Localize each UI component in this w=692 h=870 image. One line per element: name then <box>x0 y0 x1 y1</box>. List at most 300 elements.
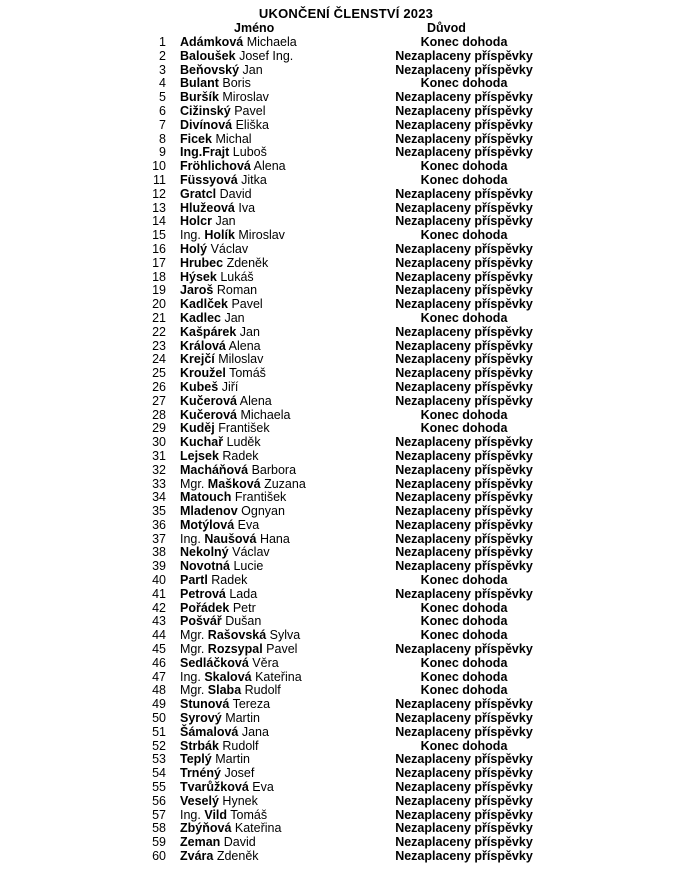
member-name <box>180 491 286 505</box>
member-name <box>180 767 254 781</box>
title-prefix: Ing. <box>180 531 201 546</box>
termination-reason: Nezaplaceny příspěvky <box>395 504 533 519</box>
list-item <box>0 77 692 91</box>
surname: Jaroš <box>180 283 214 298</box>
first-name: Tomáš <box>230 807 268 822</box>
termination-reason: Konec dohoda <box>420 573 508 588</box>
first-name: Lada <box>229 586 258 601</box>
list-item <box>0 91 692 105</box>
termination-reason: Nezaplaceny příspěvky <box>395 366 533 381</box>
termination-reason: Nezaplaceny příspěvky <box>395 352 533 367</box>
row-number: 23 <box>152 338 166 353</box>
list-item <box>0 491 692 505</box>
first-name: Miloslav <box>218 352 264 367</box>
surname: Gratcl <box>180 186 217 201</box>
surname: Naušová <box>204 531 257 546</box>
row-number: 52 <box>152 738 166 753</box>
termination-reason: Konec dohoda <box>420 159 508 174</box>
row-number: 13 <box>152 200 166 215</box>
termination-reason: Konec dohoda <box>420 600 508 615</box>
list-item <box>0 395 692 409</box>
surname: Holík <box>204 228 235 243</box>
row-number: 41 <box>152 586 166 601</box>
first-name: Petr <box>232 600 256 615</box>
row-number: 10 <box>152 159 166 174</box>
surname: Hlužeová <box>180 200 235 215</box>
member-name <box>180 740 259 754</box>
surname: Partl <box>180 573 208 588</box>
member-name <box>180 850 259 864</box>
list-item <box>0 367 692 381</box>
surname: Bulant <box>180 76 219 91</box>
surname: Hrubec <box>180 255 224 270</box>
first-name: Tereza <box>232 697 271 712</box>
termination-reason: Nezaplaceny příspěvky <box>395 90 533 105</box>
surname: Kadlec <box>180 310 221 325</box>
termination-reason: Nezaplaceny příspěvky <box>395 545 533 560</box>
member-name <box>180 367 266 381</box>
member-name <box>180 519 259 533</box>
first-name: Václav <box>210 241 249 256</box>
surname: Ing.Frajt <box>180 145 230 160</box>
first-name: Miroslav <box>238 228 285 243</box>
member-name <box>180 105 265 119</box>
list-item <box>0 546 692 560</box>
surname: Veselý <box>180 793 219 808</box>
termination-reason: Konec dohoda <box>420 172 508 187</box>
first-name: Jitka <box>241 172 267 187</box>
row-number: 57 <box>152 807 166 822</box>
list-item <box>0 422 692 436</box>
list-item <box>0 698 692 712</box>
termination-reason: Nezaplaceny příspěvky <box>395 338 533 353</box>
termination-reason: Konec dohoda <box>420 228 508 243</box>
surname: Petrová <box>180 586 226 601</box>
surname: Strbák <box>180 738 219 753</box>
termination-reason: Nezaplaceny příspěvky <box>395 821 533 836</box>
list-item <box>0 478 692 492</box>
member-name <box>180 284 257 298</box>
termination-reason: Nezaplaceny příspěvky <box>395 780 533 795</box>
member-name <box>180 395 272 409</box>
list-item <box>0 629 692 643</box>
list-item <box>0 160 692 174</box>
termination-reason: Konec dohoda <box>420 76 508 91</box>
termination-reason: Nezaplaceny příspěvky <box>395 255 533 270</box>
list-item <box>0 464 692 478</box>
surname: Ficek <box>180 131 212 146</box>
member-name <box>180 91 269 105</box>
member-name <box>180 629 300 643</box>
member-name <box>180 436 261 450</box>
row-number: 55 <box>152 780 166 795</box>
row-number: 51 <box>152 724 166 739</box>
list-item <box>0 409 692 423</box>
member-name <box>180 64 263 78</box>
first-name: František <box>234 490 287 505</box>
first-name: Tomáš <box>229 366 266 381</box>
row-number: 33 <box>152 476 166 491</box>
row-number: 38 <box>152 545 166 560</box>
first-name: František <box>218 421 270 436</box>
surname: Mladenov <box>180 504 238 519</box>
list-item <box>0 326 692 340</box>
first-name: Martin <box>215 752 250 767</box>
member-name <box>180 657 279 671</box>
termination-reason: Konec dohoda <box>420 310 508 325</box>
row-number: 48 <box>152 683 166 698</box>
member-name <box>180 450 259 464</box>
surname: Stunová <box>180 697 230 712</box>
row-number: 39 <box>152 559 166 574</box>
first-name: Pavel <box>266 642 298 657</box>
surname: Slaba <box>207 683 242 698</box>
first-name: Miroslav <box>222 90 269 105</box>
list-item <box>0 740 692 754</box>
row-number: 18 <box>152 269 166 284</box>
surname: Zbýňová <box>180 821 232 836</box>
list-item <box>0 105 692 119</box>
list-item <box>0 533 692 547</box>
list-item <box>0 574 692 588</box>
surname: Králová <box>180 338 226 353</box>
surname: Kuděj <box>180 421 215 436</box>
member-name <box>180 50 293 64</box>
list-item <box>0 381 692 395</box>
first-name: Luděk <box>226 435 261 450</box>
row-number: 20 <box>152 297 166 312</box>
member-name <box>180 188 252 202</box>
first-name: Jan <box>224 310 245 325</box>
surname: Kučerová <box>180 393 237 408</box>
row-number: 28 <box>152 407 166 422</box>
member-name <box>180 202 255 216</box>
termination-reason: Nezaplaceny příspěvky <box>395 117 533 132</box>
surname: Füssyová <box>180 172 238 187</box>
termination-reason: Nezaplaceny příspěvky <box>395 724 533 739</box>
column-header-name: Jméno <box>234 21 275 35</box>
row-number: 21 <box>152 310 166 325</box>
row-number: 56 <box>152 793 166 808</box>
member-name <box>180 781 274 795</box>
member-name <box>180 560 263 574</box>
first-name: Radek <box>222 448 259 463</box>
surname: Holcr <box>180 214 212 229</box>
row-number: 40 <box>152 573 166 588</box>
first-name: Jan <box>242 62 263 77</box>
termination-reason: Nezaplaceny příspěvky <box>395 807 533 822</box>
member-name <box>180 119 269 133</box>
row-number: 54 <box>152 766 166 781</box>
surname: Kadlček <box>180 297 228 312</box>
first-name: Lucie <box>233 559 264 574</box>
termination-reason: Nezaplaceny příspěvky <box>395 793 533 808</box>
list-item <box>0 657 692 671</box>
surname: Krejčí <box>180 352 215 367</box>
termination-reason: Nezaplaceny příspěvky <box>395 586 533 601</box>
list-item <box>0 615 692 629</box>
surname: Novotná <box>180 559 230 574</box>
surname: Zeman <box>180 835 221 850</box>
member-name <box>180 340 261 354</box>
termination-reason: Nezaplaceny příspěvky <box>395 283 533 298</box>
termination-reason: Nezaplaceny příspěvky <box>395 752 533 767</box>
member-name <box>180 671 302 685</box>
surname: Cižinský <box>180 103 231 118</box>
list-item <box>0 519 692 533</box>
surname: Matouch <box>180 490 232 505</box>
list-item <box>0 602 692 616</box>
row-number: 19 <box>152 283 166 298</box>
first-name: Rudolf <box>244 683 281 698</box>
list-item <box>0 712 692 726</box>
list-item <box>0 767 692 781</box>
termination-reason: Konec dohoda <box>420 614 508 629</box>
row-number: 46 <box>152 655 166 670</box>
termination-reason: Nezaplaceny příspěvky <box>395 448 533 463</box>
termination-reason: Nezaplaceny příspěvky <box>395 462 533 477</box>
list-item <box>0 450 692 464</box>
member-name <box>180 574 247 588</box>
first-name: Kateřina <box>234 821 282 836</box>
surname: Pořádek <box>180 600 230 615</box>
first-name: Věra <box>252 655 279 670</box>
termination-reason: Konec dohoda <box>420 655 508 670</box>
member-name <box>180 312 245 326</box>
member-name <box>180 381 238 395</box>
surname: Fröhlichová <box>180 159 251 174</box>
row-number: 3 <box>159 62 166 77</box>
row-number: 27 <box>152 393 166 408</box>
surname: Motýlová <box>180 517 235 532</box>
member-name <box>180 795 258 809</box>
termination-reason: Konec dohoda <box>420 669 508 684</box>
list-item <box>0 822 692 836</box>
termination-reason: Nezaplaceny příspěvky <box>395 393 533 408</box>
surname: Hýsek <box>180 269 217 284</box>
row-number: 16 <box>152 241 166 256</box>
first-name: Josef Ing. <box>239 48 294 63</box>
list-item <box>0 36 692 50</box>
row-number: 24 <box>152 352 166 367</box>
termination-reason: Nezaplaceny příspěvky <box>395 849 533 864</box>
member-name <box>180 643 297 657</box>
surname: Beňovský <box>180 62 240 77</box>
member-name <box>180 229 285 243</box>
first-name: Iva <box>238 200 256 215</box>
first-name: Jiří <box>221 379 239 394</box>
row-number: 47 <box>152 669 166 684</box>
surname: Zvára <box>180 849 214 864</box>
column-header-reason: Důvod <box>427 21 466 35</box>
termination-reason: Nezaplaceny příspěvky <box>395 490 533 505</box>
first-name: Alena <box>253 159 286 174</box>
member-name <box>180 326 260 340</box>
first-name: Zuzana <box>264 476 306 491</box>
member-name <box>180 546 270 560</box>
title-prefix: Ing. <box>180 807 201 822</box>
list-item <box>0 64 692 78</box>
list-item <box>0 753 692 767</box>
termination-reason: Nezaplaceny příspěvky <box>395 517 533 532</box>
member-name <box>180 684 281 698</box>
termination-reason: Nezaplaceny příspěvky <box>395 379 533 394</box>
list-item <box>0 850 692 864</box>
first-name: Josef <box>224 766 255 781</box>
first-name: Hynek <box>222 793 258 808</box>
member-name <box>180 602 256 616</box>
surname: Kuchař <box>180 435 224 450</box>
termination-reason: Nezaplaceny příspěvky <box>395 269 533 284</box>
list-item <box>0 726 692 740</box>
termination-reason: Konec dohoda <box>420 35 508 49</box>
list-item <box>0 436 692 450</box>
termination-reason: Nezaplaceny příspěvky <box>395 103 533 118</box>
row-number: 6 <box>159 103 166 118</box>
row-number: 7 <box>159 117 166 132</box>
title-prefix: Mgr. <box>180 683 205 698</box>
surname: Lejsek <box>180 448 219 463</box>
surname: Pošvář <box>180 614 222 629</box>
member-name <box>180 422 270 436</box>
title-prefix: Mgr. <box>180 476 205 491</box>
list-item <box>0 340 692 354</box>
row-number: 9 <box>159 145 166 160</box>
termination-reason: Nezaplaceny příspěvky <box>395 435 533 450</box>
surname: Trnéný <box>180 766 221 781</box>
member-name <box>180 809 267 823</box>
first-name: Rudolf <box>222 738 259 753</box>
termination-reason: Nezaplaceny příspěvky <box>395 186 533 201</box>
list-item <box>0 229 692 243</box>
surname: Macháňová <box>180 462 249 477</box>
surname: Vild <box>204 807 228 822</box>
list-item <box>0 188 692 202</box>
member-name <box>180 36 297 50</box>
termination-reason: Konec dohoda <box>420 738 508 753</box>
termination-reason: Nezaplaceny příspěvky <box>395 642 533 657</box>
list-item <box>0 243 692 257</box>
first-name: Lukáš <box>220 269 254 284</box>
member-name <box>180 615 261 629</box>
termination-reason: Nezaplaceny příspěvky <box>395 559 533 574</box>
list-item <box>0 505 692 519</box>
surname: Rašovská <box>207 628 267 643</box>
surname: Buršík <box>180 90 219 105</box>
first-name: Boris <box>222 76 251 91</box>
list-item <box>0 50 692 64</box>
member-name <box>180 243 248 257</box>
title-prefix: Ing. <box>180 228 201 243</box>
membership-list <box>0 36 692 864</box>
row-number: 60 <box>152 849 166 864</box>
document-title: UKONČENÍ ČLENSTVÍ 2023 <box>258 6 434 21</box>
list-item <box>0 119 692 133</box>
surname: Tvarůžková <box>180 780 249 795</box>
first-name: Ognyan <box>241 504 285 519</box>
surname: Adámková <box>180 35 244 49</box>
member-name <box>180 505 285 519</box>
row-number: 37 <box>152 531 166 546</box>
list-item <box>0 781 692 795</box>
row-number: 42 <box>152 600 166 615</box>
row-number: 14 <box>152 214 166 229</box>
row-number: 45 <box>152 642 166 657</box>
member-name <box>180 478 306 492</box>
row-number: 8 <box>159 131 166 146</box>
surname: Šámalová <box>180 724 239 739</box>
first-name: Václav <box>232 545 270 560</box>
first-name: David <box>223 835 256 850</box>
member-name <box>180 174 267 188</box>
title-prefix: Mgr. <box>180 628 205 643</box>
surname: Syrový <box>180 711 222 726</box>
first-name: Pavel <box>234 103 266 118</box>
list-item <box>0 284 692 298</box>
first-name: Alena <box>228 338 261 353</box>
row-number: 26 <box>152 379 166 394</box>
member-name <box>180 271 254 285</box>
member-name <box>180 533 290 547</box>
termination-reason: Konec dohoda <box>420 683 508 698</box>
row-number: 2 <box>159 48 166 63</box>
list-item <box>0 588 692 602</box>
row-number: 58 <box>152 821 166 836</box>
list-item <box>0 671 692 685</box>
member-name <box>180 257 268 271</box>
member-name <box>180 133 252 147</box>
termination-reason: Nezaplaceny příspěvky <box>395 145 533 160</box>
surname: Nekolný <box>180 545 229 560</box>
row-number: 4 <box>159 76 166 91</box>
termination-reason: Nezaplaceny příspěvky <box>395 62 533 77</box>
first-name: Radek <box>211 573 248 588</box>
list-item <box>0 684 692 698</box>
first-name: Zdeněk <box>226 255 269 270</box>
list-item <box>0 298 692 312</box>
member-name <box>180 298 263 312</box>
list-item <box>0 202 692 216</box>
member-name <box>180 409 291 423</box>
row-number: 35 <box>152 504 166 519</box>
first-name: Michaela <box>240 407 291 422</box>
surname: Baloušek <box>180 48 236 63</box>
surname: Kroužel <box>180 366 226 381</box>
surname: Sedláčková <box>180 655 249 670</box>
list-item <box>0 795 692 809</box>
first-name: Roman <box>216 283 258 298</box>
row-number: 25 <box>152 366 166 381</box>
termination-reason: Nezaplaceny příspěvky <box>395 531 533 546</box>
row-number: 1 <box>159 35 166 49</box>
surname: Divínová <box>180 117 233 132</box>
first-name: Hana <box>259 531 290 546</box>
list-item <box>0 560 692 574</box>
list-item <box>0 146 692 160</box>
row-number: 17 <box>152 255 166 270</box>
surname: Rozsypal <box>207 642 263 657</box>
first-name: Martin <box>225 711 260 726</box>
first-name: Eva <box>237 517 260 532</box>
termination-reason: Nezaplaceny příspěvky <box>395 476 533 491</box>
termination-reason: Nezaplaceny příspěvky <box>395 214 533 229</box>
list-item <box>0 353 692 367</box>
row-number: 22 <box>152 324 166 339</box>
row-number: 31 <box>152 448 166 463</box>
row-number: 49 <box>152 697 166 712</box>
termination-reason: Nezaplaceny příspěvky <box>395 766 533 781</box>
surname: Holý <box>180 241 208 256</box>
